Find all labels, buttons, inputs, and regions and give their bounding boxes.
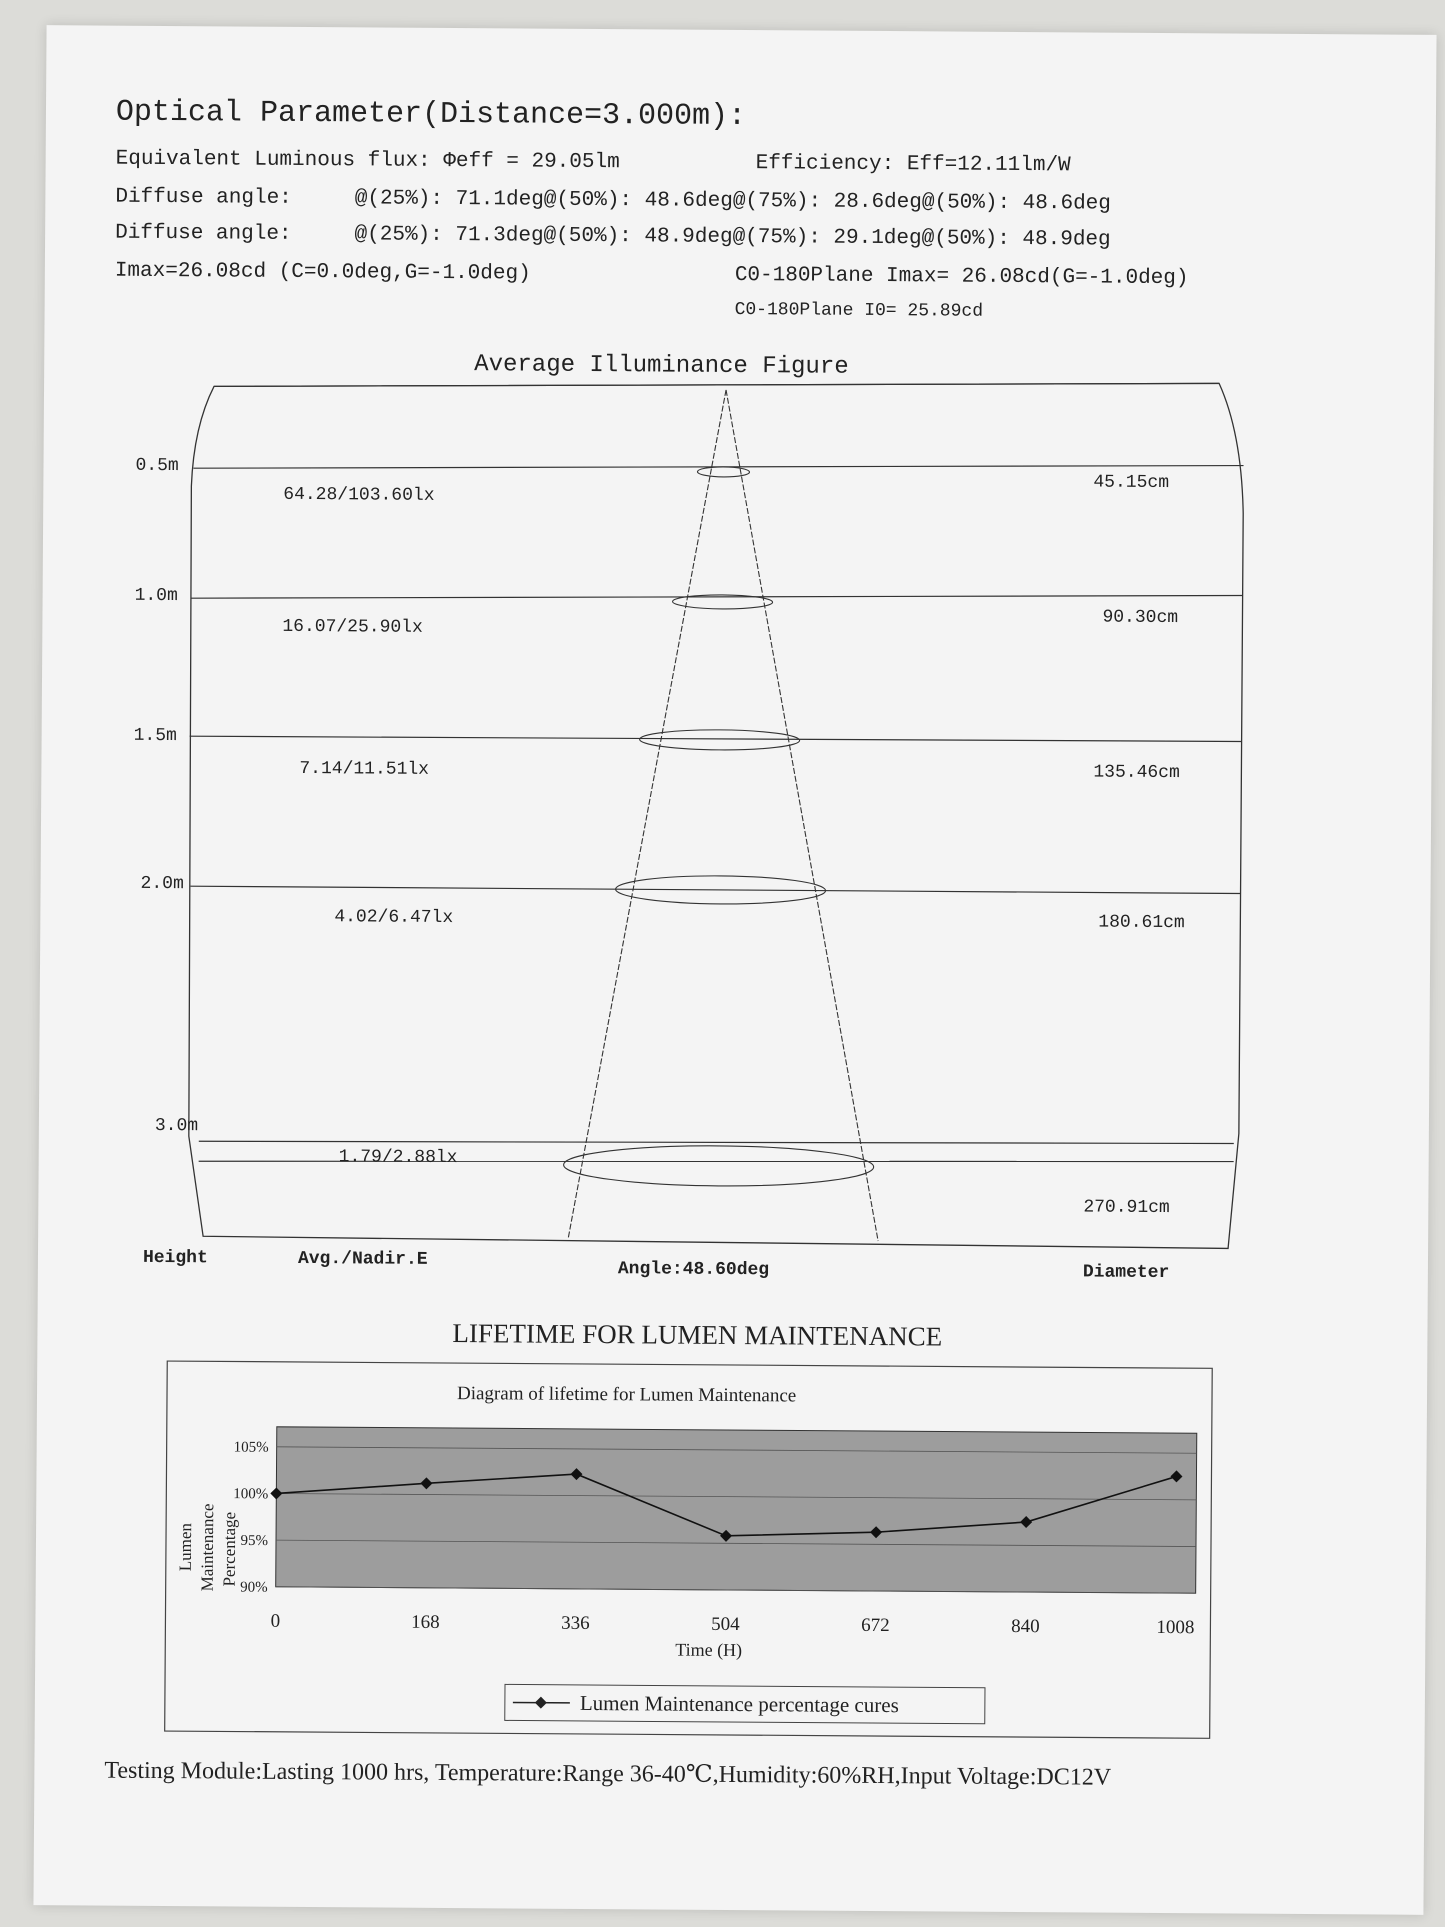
y-tick-label: 105% bbox=[233, 1439, 269, 1456]
row-height-1-5: 1.5m bbox=[133, 725, 177, 747]
legend-label: Lumen Maintenance percentage cures bbox=[579, 1690, 899, 1718]
x-tick-label: 0 bbox=[270, 1610, 281, 1632]
figure-footer-height: Height bbox=[142, 1247, 208, 1269]
x-tick-label: 336 bbox=[561, 1612, 590, 1635]
efficiency-line: Efficiency: Eff=12.11lm/W bbox=[755, 152, 1071, 178]
c0-i0-line: C0-180Plane I0= 25.89cd bbox=[734, 299, 984, 322]
row-value-1-0: 16.07/25.90lx bbox=[282, 616, 423, 638]
x-axis-label: Time (H) bbox=[675, 1639, 743, 1661]
page-title: Optical Parameter(Distance=3.000m): bbox=[115, 95, 747, 135]
y-tick-label: 100% bbox=[233, 1486, 269, 1503]
row-height-1-0: 1.0m bbox=[134, 585, 178, 607]
lifetime-section-title: LIFETIME FOR LUMEN MAINTENANCE bbox=[452, 1318, 943, 1352]
diffuse-angle-line-2: Diffuse angle: @(25%): 71.3deg@(50%): 48.9deg@(75%): 29.1deg@(50%): 48.9deg bbox=[115, 221, 1111, 252]
row-value-3-0: 1.79/2.88lx bbox=[338, 1147, 458, 1169]
row-diameter-3-0: 270.91cm bbox=[1083, 1197, 1170, 1219]
lifetime-chart-title: Diagram of lifetime for Lumen Maintenance bbox=[456, 1383, 797, 1407]
row-diameter-0-5: 45.15cm bbox=[1093, 472, 1170, 494]
x-tick-label: 840 bbox=[1011, 1615, 1040, 1638]
figure-footer-avg: Avg./Nadir.E bbox=[297, 1248, 428, 1270]
row-value-2-0: 4.02/6.47lx bbox=[334, 907, 454, 929]
row-value-0-5: 64.28/103.60lx bbox=[283, 484, 435, 506]
x-tick-label: 504 bbox=[711, 1613, 740, 1636]
x-tick-label: 672 bbox=[861, 1614, 890, 1637]
row-value-1-5: 7.14/11.51lx bbox=[299, 758, 430, 780]
lifetime-chart bbox=[34, 25, 1437, 1835]
y-axis-label-1: Lumen bbox=[175, 1522, 196, 1572]
diffuse-angle-line-1: Diffuse angle: @(25%): 71.1deg@(50%): 48.6deg@(75%): 28.6deg@(50%): 48.6deg bbox=[115, 185, 1111, 216]
y-axis-label-2: Maintenance bbox=[197, 1503, 218, 1592]
row-height-0-5: 0.5m bbox=[135, 455, 179, 477]
y-axis-label-3: Percentage bbox=[219, 1511, 240, 1587]
figure-footer-diameter: Diameter bbox=[1082, 1262, 1170, 1284]
y-tick-label: 95% bbox=[240, 1532, 269, 1550]
y-tick-label: 90% bbox=[240, 1579, 268, 1596]
c0-imax-line: C0-180Plane Imax= 26.08cd(G=-1.0deg) bbox=[734, 263, 1189, 291]
row-diameter-1-5: 135.46cm bbox=[1093, 762, 1180, 784]
x-tick-label: 1008 bbox=[1156, 1616, 1195, 1639]
illuminance-figure-title: Average Illuminance Figure bbox=[474, 351, 849, 381]
row-height-2-0: 2.0m bbox=[140, 873, 184, 895]
row-diameter-1-0: 90.30cm bbox=[1102, 607, 1179, 629]
x-tick-label: 168 bbox=[411, 1611, 440, 1633]
imax-line: Imax=26.08cd (C=0.0deg,G=-1.0deg) bbox=[114, 259, 531, 286]
testing-footer: Testing Module:Lasting 1000 hrs, Temperature:Range 36-40℃,Humidity:60%RH,Input Voltage:DC12V bbox=[104, 1757, 1112, 1791]
plot-area bbox=[276, 1427, 1197, 1593]
row-diameter-2-0: 180.61cm bbox=[1098, 912, 1185, 934]
figure-footer-angle: Angle:48.60deg bbox=[617, 1259, 770, 1281]
flux-line: Equivalent Luminous flux: Φeff = 29.05lm bbox=[115, 147, 620, 175]
document-paper bbox=[33, 25, 1436, 1915]
row-height-3-0: 3.0m bbox=[154, 1115, 199, 1137]
